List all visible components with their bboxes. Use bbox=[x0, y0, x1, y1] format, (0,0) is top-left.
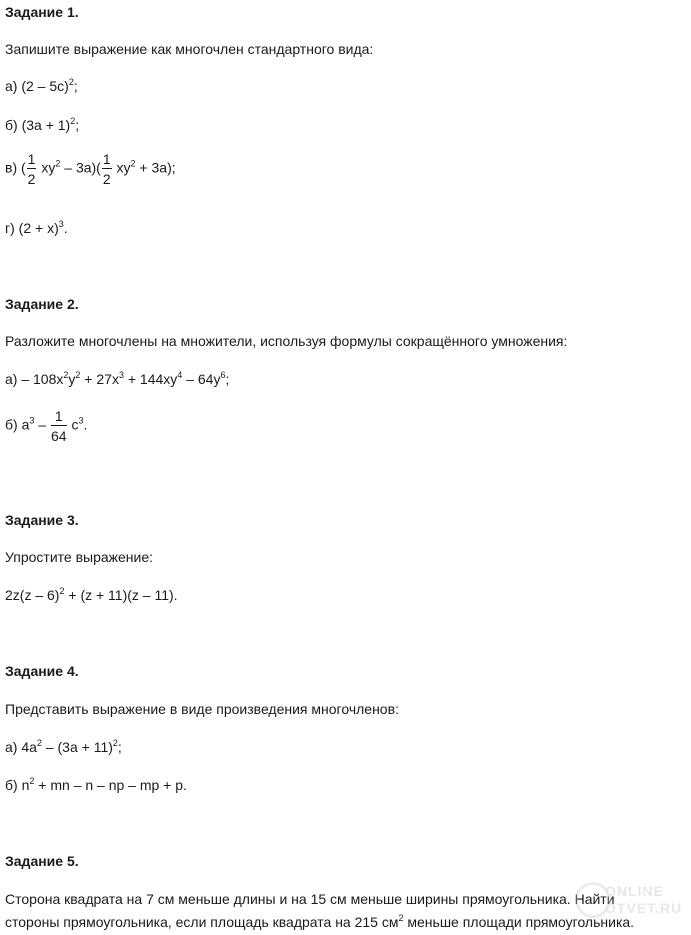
task5-text-line1: Сторона квадрата на 7 см меньше длины и на 15 см меньше ширины прямоугольника. Найти bbox=[5, 891, 615, 907]
watermark-logo: ONLINE OTVET.RU bbox=[575, 880, 685, 930]
task2-heading: Задание 2. bbox=[5, 296, 79, 312]
task4-item-b: б) $n^2$ + mn – n – np – mp + p. bbox=[5, 776, 187, 793]
task4-item-a: а) $4a^2 - (3a + 11)^2$; bbox=[5, 738, 122, 755]
task3-heading: Задание 3. bbox=[5, 512, 79, 528]
fraction-one-half: $\frac{1}{2}$ bbox=[27, 151, 36, 187]
fraction-one-half-2: $\frac{1}{2}$ bbox=[102, 151, 111, 187]
task5-heading: Задание 5. bbox=[5, 853, 79, 869]
fraction-one-sixty-fourth: $\frac{1}{64}$ bbox=[50, 408, 67, 444]
task1-item-a: а) (2 – 5c)$^2$; bbox=[5, 77, 78, 94]
task5-text-line2: стороны прямоугольника, если площадь квадрата на 215 $см^2$ меньше площади прямоугольника. bbox=[5, 913, 635, 930]
task3-expression: 2z(z – 6)$^2$ + (z + 11)(z – 11). bbox=[5, 586, 178, 603]
task2-instruction: Разложите многочлены на множители, используя формулы сокращённого умножения: bbox=[5, 333, 568, 349]
task3-instruction: Упростите выражение: bbox=[5, 549, 154, 565]
task4-instruction: Представить выражение в виде произведения многочленов: bbox=[5, 701, 399, 717]
task1-item-d: г) $(2 + x)^3$. bbox=[5, 219, 68, 236]
task1-item-b: б) $(3a + 1)^2$; bbox=[5, 116, 80, 133]
task2-item-b: б) $a^3$ – $\frac{1}{64}$ $c^3$. bbox=[5, 408, 88, 444]
task1-instruction: Запишите выражение как многочлен стандартного вида: bbox=[5, 41, 374, 57]
task1-item-c: в) ( $\frac{1}{2}$ $xy^2 - 3a$)( $\frac{1}{2}$ $xy^2 + 3a$); bbox=[5, 151, 176, 187]
task4-heading: Задание 4. bbox=[5, 663, 79, 679]
task2-item-a: $а) - 108x^2y^2 + 27x^3 + 144xy^4 - 64y^6$; bbox=[5, 370, 230, 387]
task1-heading: Задание 1. bbox=[5, 4, 79, 20]
